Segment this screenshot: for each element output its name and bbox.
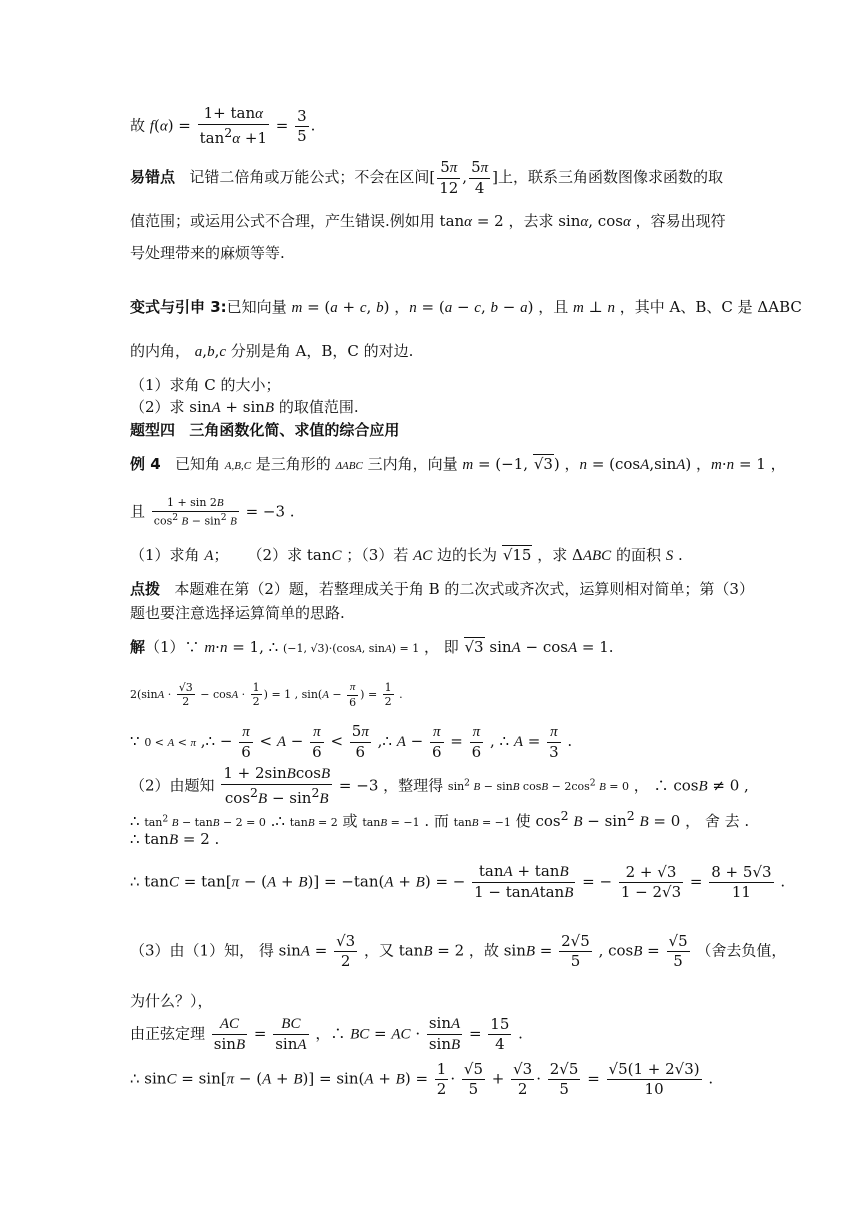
doc-line-pitfall: 易错点 记错二倍角或万能公式；不会在区间[ $\frac{5\pi}{12}$ , $\frac{5\pi}{4}$ ]上，联系三角函数图像求函数的取 bbox=[130, 158, 723, 197]
doc-line-23: 由正弦定理 $\frac{AC}{\sin B}$ = $\frac{BC}{\sin A}$ ，∴ BC = AC · $\frac{\sin A}{\sin B}$ = $\frac{15}{4}$ . bbox=[130, 1014, 523, 1053]
doc-line-19: ∴ tanB = 2 . bbox=[130, 830, 220, 848]
label-solution: 解 bbox=[130, 638, 146, 656]
doc-line-10: 且 $\frac{1 + \sin 2B}{\cos^2 B - \sin^2 B}$ = −3 . bbox=[130, 496, 295, 528]
doc-line-24: ∴ sinC = sin[π − (A + B)] = sin(A + B) = $\frac{1}{2}$ · $\frac{√5}{5}$ + $\frac{√3}{2}$ · $\frac{2√5}{5}$ = $\frac{√5(1 + 2√3)}{10}$ . bbox=[130, 1060, 714, 1098]
doc-line-16: ∵ 0 < A < π ,∴ − $\frac{\pi}{6}$ < A − $\frac{\pi}{6}$ < $\frac{5\pi}{6}$ ,∴ A − $\frac{\pi}{6}$ = $\frac{\pi}{6}$ , ∴ A = $\frac{\pi}{3}$ . bbox=[130, 722, 573, 761]
label-pitfall: 易错点 bbox=[130, 167, 176, 186]
doc-line-6: （1）求角 C 的大小； bbox=[130, 376, 281, 394]
doc-line-18: ∴ $\tan^2 B - \tan B - 2 = 0$ .∴ tanB = 2 或 tanB = −1 . 而 tanB = −1 使 $\cos^2 B - \sin^2 B = 0$ ， 舍 去 . bbox=[130, 808, 750, 830]
doc-line-2: 值范围；或运用公式不合理，产生错误.例如用 tanα = 2 ，去求 sinα, cosα ，容易出现符 bbox=[130, 212, 726, 230]
doc-line-variant: 变式与引申 3:已知向量 m = (a + c, b) ，n = (a − c, b − a) ，且 m ⊥ n ，其中 A、B、C 是 ΔABC bbox=[130, 298, 802, 316]
doc-line-11: （1）求角 A； （2）求 tanC ；（3）若 AC 边的长为 √15 ，求 ΔABC 的面积 S . bbox=[130, 546, 683, 564]
label-hint: 点拨 bbox=[130, 580, 161, 598]
doc-line-17: （2）由题知 $\frac{\text{1 + 2sinBcosB}}{\cos^2B - \sin^2B}$ = −3 ，整理得 $\sin^2 B - \sin B$ $\cos B - 2\cos^2$ B = 0 ， ∴ cosB ≠ 0 , bbox=[130, 764, 749, 807]
label-variant: 变式与引申 3: bbox=[130, 298, 227, 316]
doc-line-13: 题也要注意选择运算简单的思路. bbox=[130, 604, 345, 622]
doc-line-7: （2）求 sinA + sinB 的取值范围. bbox=[130, 398, 359, 416]
label-type4: 题型四 bbox=[130, 421, 176, 439]
label-example4: 例 4 bbox=[130, 455, 161, 473]
doc-line-5: 的内角， a,b,c 分别是角 A，B，C 的对边. bbox=[130, 342, 414, 360]
heading-type4-text: 三角函数化简、求值的综合应用 bbox=[189, 421, 400, 439]
doc-line-example4: 例 4 已知角 A,B,C 是三角形的 ΔABC 三内角，向量 m = (−1, √3) ，n = (cosA,sinA) ，m·n = 1 ， bbox=[130, 455, 786, 473]
doc-heading-type4 bbox=[130, 421, 740, 441]
doc-line-21: （3）由（1）知， 得 sinA = $\frac{√3}{2}$ ，又 tanB = 2 ，故 sinB = $\frac{2√5}{5}$ , cosB = $\frac{√5}{5}$ （舍去负值， bbox=[130, 932, 787, 970]
doc-line-15: 2(sinA · $\frac{√3}{2}$ − cosA · $\frac{1}{2}$ ) = 1 , sin(A − $\frac{\pi}{6}$ ) = $\frac{1}{2}$ . bbox=[130, 680, 403, 709]
doc-line-20: ∴ tanC = tan[π − (A + B)] = −tan(A + B) = − $\frac{\tan A + \tan B}{\text{1 − tanAtanB}}$ = − $\frac{2 + √3}{1 - 2√3}$ = $\frac{8 + 5√3}{11}$ . bbox=[130, 862, 786, 901]
doc-line-result: 故 f(α) = $\frac{1+ \tan\alpha}{\tan^2\alpha +1}$ = $\frac{3}{5}$ . bbox=[130, 104, 316, 147]
doc-line-hint bbox=[130, 580, 754, 600]
doc-line-22: 为什么？）， bbox=[130, 992, 213, 1010]
doc-line-solution: 解（1）∵ m·n = 1, ∴ (−1, √3)·(cosA, sinA) = 1 ， 即 √3 sinA − cosA = 1. bbox=[130, 638, 614, 656]
doc-line-3: 号处理带来的麻烦等等. bbox=[130, 244, 285, 262]
hint-text: 本题难在第（2）题，若整理成关于角 B 的二次式或齐次式，运算则相对简单；第（3） bbox=[174, 580, 754, 598]
